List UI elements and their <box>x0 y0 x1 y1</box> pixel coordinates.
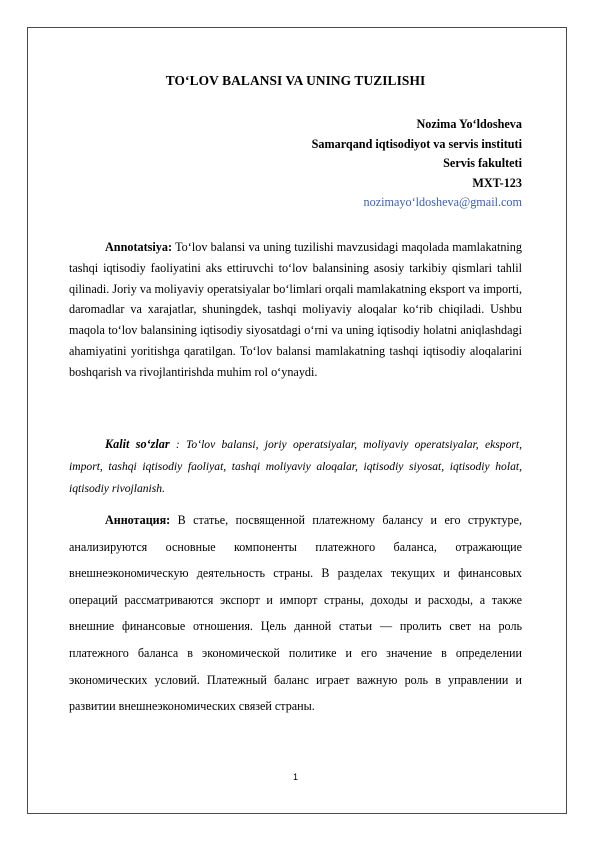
page-title: TO‘LOV BALANSI VA UNING TUZILISHI <box>165 73 426 88</box>
keywords-text: : To‘lov balansi, joriy operatsiyalar, moliyaviy operatsiyalar, eksport, import, tashqi iqtisodiy faoliyat, tashqi moliyaviy aloqalar, iqtisodiy siyosat, iqtisodiy holat, iqtisodiy rivojlanish. <box>69 438 522 495</box>
author-institution: Samarqand iqtisodiyot va servis instituti <box>311 136 522 151</box>
author-faculty: Servis fakulteti <box>443 156 522 170</box>
annotation-ru <box>69 507 522 720</box>
author-group: MXT-123 <box>472 175 522 190</box>
keywords-label: Kalit so‘zlar <box>105 437 170 451</box>
annotation-ru-label: Аннотация: <box>105 513 171 527</box>
author-name: Nozima Yo‘ldosheva <box>416 117 522 131</box>
author-block <box>312 115 522 213</box>
annotation-ru-text: В статье, посвященной платежному балансу и его структуре, анализируются основные компоненты платежного баланса, отражающие внешнеэкономическую деятельность страны. В разделах текущих и финансовых операций рассматриваются экспорт и импорт страны, доходы и расходы, а также внешние финансовые отношения. Цель данной статьи — пролить свет на роль платежного баланса в экономической политике и его значение в определении экономических условий. Платежный баланс играет важную роль в управлении и развитии внешнеэкономических связей страны. <box>69 513 522 714</box>
annotation-uz-text: To‘lov balansi va uning tuzilishi mavzusidagi maqolada mamlakatning tashqi iqtisodiy faoliyatini aks ettiruvchi to‘lov balansining asosiy tarkibiy qismlari tahlil qilinadi. Joriy va moliyaviy operatsiyalar bo‘limlari orqali mamlakatning eksport va importi, daromadlar va xarajatlar, shuningdek, tashqi moliyaviy aloqalar ko‘rib chiqiladi. Ushbu maqola to‘lov balansining iqtisodiy siyosatdagi o‘rni va uning iqtisodiy holatni aniqlashdagi ahamiyatini yoritishga qaratilgan. To‘lov balansi mamlakatning tashqi iqtisodiy aloqalarini boshqarish va rivojlantirishda muhim rol o‘ynaydi. <box>69 240 522 379</box>
annotation-uz-label: Annotatsiya: <box>105 240 173 254</box>
page-number: 1 <box>292 772 298 782</box>
author-email-link[interactable]: nozimayo‘ldosheva@gmail.com <box>363 195 522 209</box>
annotation-uz <box>69 237 522 383</box>
keywords <box>69 434 522 499</box>
